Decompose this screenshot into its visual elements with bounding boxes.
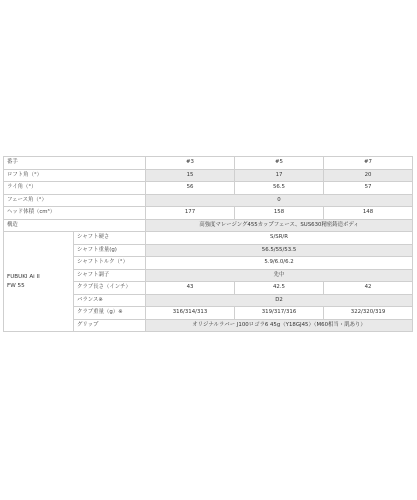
row-label: グリップ xyxy=(74,319,146,332)
value-cell: 158 xyxy=(235,207,324,220)
value-cell: 322/320/319 xyxy=(324,307,413,320)
row-label: バランス※ xyxy=(74,294,146,307)
row-label: クラブ長さ（インチ） xyxy=(74,282,146,295)
table-row xyxy=(4,232,413,245)
value-cell: S/SR/R xyxy=(146,232,413,245)
header-cell: #5 xyxy=(235,157,324,170)
value-cell: 42 xyxy=(324,282,413,295)
value-cell: 20 xyxy=(324,169,413,182)
header-cell: #7 xyxy=(324,157,413,170)
value-cell: 56.5/55/53.5 xyxy=(146,244,413,257)
row-label: 番手 xyxy=(4,157,146,170)
row-label: フェース角（°） xyxy=(4,194,146,207)
model-shaft: FW 55 xyxy=(7,282,25,289)
value-cell: 42.5 xyxy=(235,282,324,295)
value-cell: 316/314/313 xyxy=(146,307,235,320)
row-label: シャフト硬さ xyxy=(74,232,146,245)
value-cell: 高強度マレージング455カップフェース、SUS630精密鋳造ボディ xyxy=(146,219,413,232)
row-label: クラブ重量（g）※ xyxy=(74,307,146,320)
row-label: ヘッド体積（cm³） xyxy=(4,207,146,220)
value-cell: オリジナルラバー J100ロゴラ6 45g（Y18GJ45）（M60相当・肌あり） xyxy=(146,319,413,332)
table-row xyxy=(4,219,413,232)
table-row xyxy=(4,169,413,182)
row-label: シャフト調子 xyxy=(74,269,146,282)
value-cell: 57 xyxy=(324,182,413,195)
value-cell: 56.5 xyxy=(235,182,324,195)
row-label: ライ角（°） xyxy=(4,182,146,195)
value-cell: 43 xyxy=(146,282,235,295)
model-name: FUBUKI Ai II xyxy=(7,274,40,281)
value-cell: 56 xyxy=(146,182,235,195)
value-cell: 先中 xyxy=(146,269,413,282)
table-row xyxy=(4,157,413,170)
header-cell: #3 xyxy=(146,157,235,170)
table-row xyxy=(4,194,413,207)
value-cell: 15 xyxy=(146,169,235,182)
value-cell: 5.9/6.0/6.2 xyxy=(146,257,413,270)
value-cell: D2 xyxy=(146,294,413,307)
specs-table-shaft xyxy=(3,231,413,332)
value-cell: 177 xyxy=(146,207,235,220)
table-row xyxy=(4,207,413,220)
row-label: ロフト角（°） xyxy=(4,169,146,182)
model-cell xyxy=(4,232,74,332)
row-label: シャフト重量(g) xyxy=(74,244,146,257)
row-label: 構造 xyxy=(4,219,146,232)
value-cell: 0 xyxy=(146,194,413,207)
value-cell: 17 xyxy=(235,169,324,182)
row-label: シャフトトルク（°） xyxy=(74,257,146,270)
specs-table-head xyxy=(3,156,413,232)
table-row xyxy=(4,182,413,195)
value-cell: 148 xyxy=(324,207,413,220)
value-cell: 319/317/316 xyxy=(235,307,324,320)
